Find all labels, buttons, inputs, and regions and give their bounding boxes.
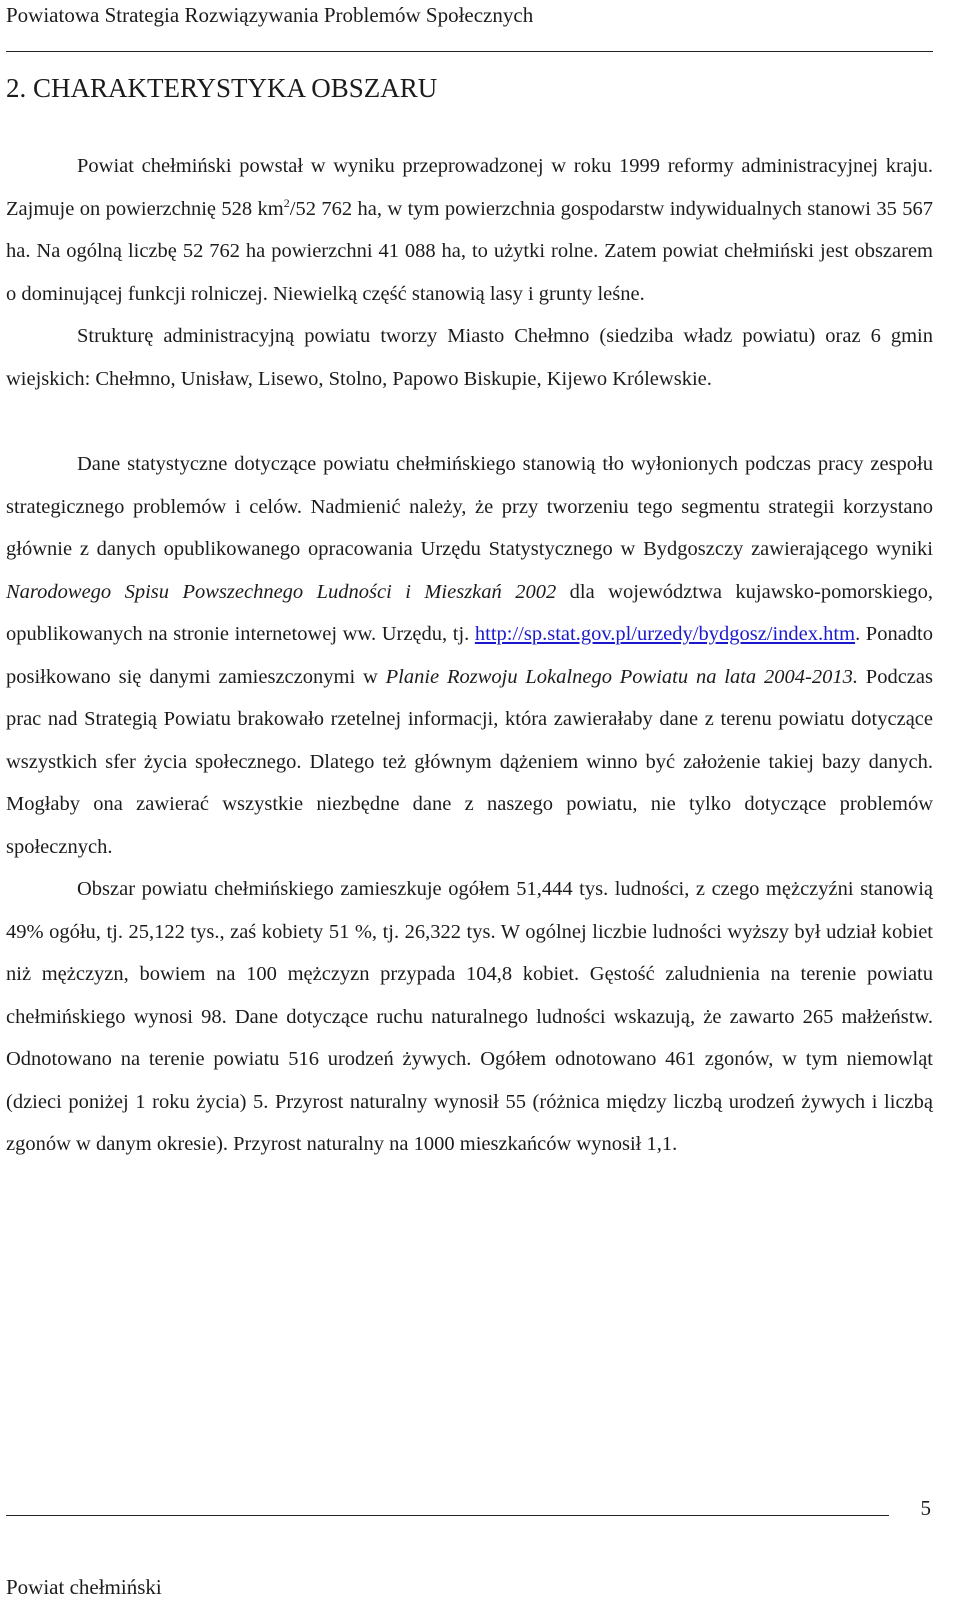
document-page bbox=[6, 0, 933, 1613]
footer-text: Powiat chełmiński bbox=[6, 1575, 162, 1599]
footer-rule bbox=[6, 1515, 889, 1516]
paragraph-population: Obszar powiatu chełmińskiego zamieszkuje ogółem 51,444 tys. ludności, z czego mężczyźni stanowią 49% ogółu, tj. 25,122 tys., zaś kobiety 51 %, tj. 26,322 tys. W ogólnej liczbie ludności wyższy był udział kobiet niż mężczyzn, bowiem na 100 mężczyzn przypada 104,8 kobiet. Gęstość zaludnienia na terenie powiatu chełmińskiego wynosi 98. Dane dotyczące ruchu naturalnego ludności wskazują, że zawarto 265 małżeństw. Odnotowano na terenie powiatu 516 urodzeń żywych. Ogółem odnotowano 461 zgonów, w tym niemowląt (dzieci poniżej 1 roku życia) 5. Przyrost naturalny wynosił 55 (różnica między liczbą urodzeń żywych i liczbą zgonów w danym okresie). Przyrost naturalny na 1000 mieszkańców wynosił 1,1. bbox=[6, 878, 933, 1155]
paragraph-statistical-sources: Dane statystyczne dotyczące powiatu chełmińskiego stanowią tło wyłonionych podczas pracy zespołu strategicznego problemów i celów. Nadmienić należy, że przy tworzeniu tego segmentu strategii korzystano głównie z danych opublikowanego opracowania Urzędu Statystycznego w Bydgoszczy zawierającego wyniki Narodowego Spisu Powszechnego Ludności i Mieszkań 2002 dla województwa kujawsko-pomorskiego, opublikowanych na stronie internetowej ww. Urzędu, tj. http://sp.stat.gov.pl/urzedy/bydgosz/index.htm. Ponadto posiłkowano się danymi zamieszczonymi w Planie Rozwoju Lokalnego Powiatu na lata 2004-2013. Podczas prac nad Strategią Powiatu brakowało rzetelnej informacji, która zawierałaby dane z terenu powiatu dotyczące wszystkich sfer życia społecznego. Dlatego też głównym dążeniem winno być założenie takiej bazy danych. Mogłaby ona zawierać wszystkie niezbędne dane z naszego powiatu, nie tylko dotyczące problemów społecznych. bbox=[6, 453, 934, 858]
chapter-title: 2. CHARAKTERYSTYKA OBSZARU bbox=[6, 73, 438, 103]
census-title: Narodowego Spisu Powszechnego Ludności i Mieszkań 2002 bbox=[6, 580, 557, 603]
plan-title: Planie Rozwoju Lokalnego Powiatu na lata 2004-2013. bbox=[385, 665, 858, 688]
running-header: Powiatowa Strategia Rozwiązywania Problemów Społecznych bbox=[6, 3, 534, 27]
paragraph-administration: Strukturę administracyjną powiatu tworzy Miasto Chełmno (siedziba władz powiatu) oraz 6 gmin wiejskich: Chełmno, Unisław, Lisewo, Stolno, Papowo Biskupie, Kijewo Królewskie. bbox=[6, 325, 933, 390]
body-text bbox=[6, 145, 933, 1166]
paragraph-area: Powiat chełmiński powstał w wyniku przeprowadzonej w roku 1999 reformy administracyjnej kraju. Zajmuje on powierzchnię 528 $km^2/52$ 762 ha, w tym powierzchnia gospodarstw indywidualnych stanowi 35 567 ha. Na ogólną liczbę 52 762 ha powierzchni 41 088 ha, to użytki rolne. Zatem powiat chełmiński jest obszarem o dominującej funkcji rolniczej. Niewielką część stanowią lasy i grunty leśne. bbox=[6, 155, 934, 305]
header-rule bbox=[6, 51, 933, 52]
page-number: 5 bbox=[920, 1496, 931, 1520]
superscript-2: 2 bbox=[283, 195, 290, 210]
stat-office-link[interactable]: http://sp.stat.gov.pl/urzedy/bydgosz/index.htm bbox=[474, 623, 856, 645]
